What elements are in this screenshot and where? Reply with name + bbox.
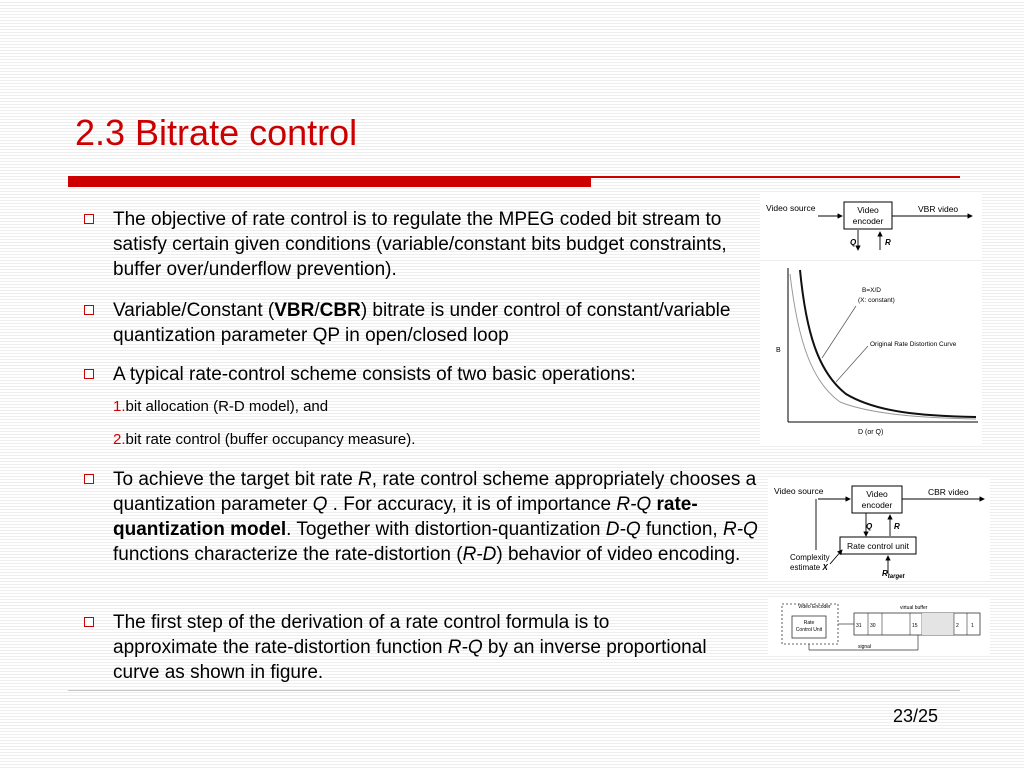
svg-text:Video: Video (857, 205, 879, 215)
title-rule-thin (590, 176, 960, 178)
bullet-text: A typical rate-control scheme consists of two basic operations: (113, 364, 636, 385)
svg-text:estimate X: estimate X (790, 563, 828, 572)
title-rule-thick (68, 176, 591, 187)
svg-text:R: R (885, 238, 891, 247)
sub-item-bit-rate-control: 2.bit rate control (buffer occupancy measure). (113, 431, 416, 448)
svg-text:Rate control unit: Rate control unit (847, 541, 909, 551)
figure-rd-graph (760, 262, 982, 446)
svg-text:encoder: encoder (852, 216, 884, 226)
page-number: 23/25 (893, 706, 939, 726)
cbr-source-label: Video source (774, 486, 824, 496)
svg-text:B=X/D: B=X/D (862, 287, 881, 294)
bullet-square-icon (84, 617, 94, 627)
svg-text:1: 1 (971, 623, 974, 629)
bullet-square-icon (84, 474, 94, 484)
bullet-text: The first step of the derivation of a rate control formula is to approximate the rate-distortion function R-Q by an inverse proportional curve as shown in figure. (113, 612, 707, 683)
bullet-text: To achieve the target bit rate R, rate control scheme appropriately chooses a quantization parameter Q . For accuracy, it is of importance R-Q rate-quantization model. Together with distortion-quantization D-Q function, R-Q functions characterize the rate-distortion (R-D) behavior of video encoding. (113, 469, 758, 565)
bullet-square-icon (84, 369, 94, 379)
footer-rule (68, 690, 960, 691)
svg-text:Original Rate Distortion Curve: Original Rate Distortion Curve (870, 341, 957, 348)
vbr-source-label: Video source (766, 203, 816, 213)
figure-vbr-diagram (760, 194, 982, 258)
svg-text:Control Unit: Control Unit (795, 627, 823, 633)
svg-text:30: 30 (870, 623, 876, 629)
sub-item-bit-allocation: 1.bit allocation (R-D model), and (113, 398, 329, 415)
svg-text:31: 31 (856, 623, 862, 629)
svg-text:15: 15 (912, 623, 918, 629)
slide-title: 2.3 Bitrate control (75, 112, 358, 153)
svg-text:(X: constant): (X: constant) (858, 297, 895, 304)
svg-text:encoder: encoder (861, 500, 893, 510)
cbr-output-label: CBR video (928, 487, 969, 497)
svg-text:Rate: Rate (803, 620, 815, 626)
bullet-text: The objective of rate control is to regulate the MPEG coded bit stream to satisfy certain given conditions (variable/constant bits budget constraints, buffer over/underflow prevention). (113, 209, 727, 280)
svg-text:R: R (894, 522, 900, 531)
graph-x-label: D (or Q) (858, 429, 884, 436)
svg-text:Complexity: Complexity (790, 553, 830, 562)
bullet-first-step (84, 610, 707, 685)
bullet-target-bitrate (84, 467, 758, 567)
bullet-objective (84, 207, 744, 282)
svg-text:signal: signal (858, 644, 872, 650)
bullet-vbr-cbr (84, 298, 764, 348)
bullet-square-icon (84, 214, 94, 224)
svg-text:Video: Video (866, 489, 888, 499)
svg-text:Video Encoder: Video Encoder (798, 604, 831, 610)
graph-y-label: B (776, 347, 781, 354)
svg-text:Rtarget: $R_{target}$ (882, 569, 905, 580)
vbr-output-label: VBR video (918, 204, 959, 214)
bullet-text: Variable/Constant (VBR/CBR) bitrate is under control of constant/variable quantization parameter QP in open/closed loop (113, 300, 731, 346)
svg-text:Q: Q (850, 238, 857, 247)
figure-virtual-buffer (768, 598, 990, 656)
bullet-two-operations (84, 362, 764, 387)
svg-text:virtual buffer: virtual buffer (900, 605, 928, 611)
svg-text:2: 2 (956, 623, 959, 629)
svg-text:Q: Q (866, 522, 873, 531)
bullet-square-icon (84, 305, 94, 315)
figure-cbr-diagram (768, 478, 990, 580)
